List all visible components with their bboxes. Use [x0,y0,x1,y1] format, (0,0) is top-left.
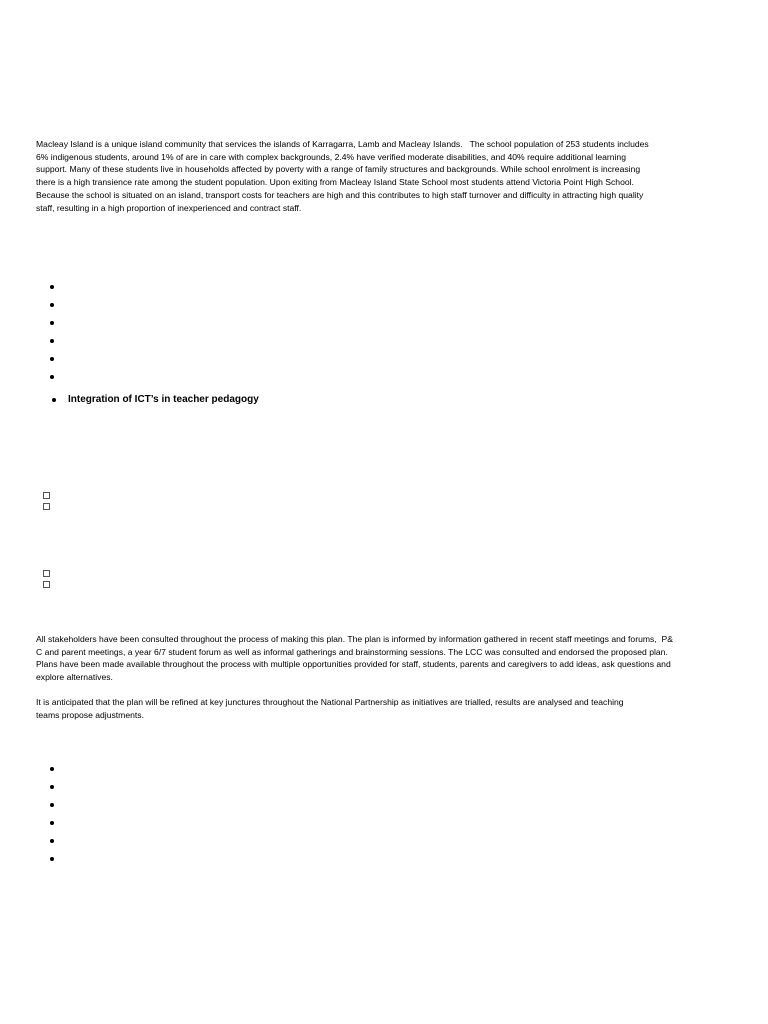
bullet-icon [50,375,54,379]
bullet-icon [50,303,54,307]
checkbox-icon [43,581,50,588]
bullet-icon [50,767,54,771]
bullet-icon [50,339,54,343]
bullet-icon [50,321,54,325]
checkbox-icon [43,492,50,499]
consultation-paragraph: All stakeholders have been consulted throughout the process of making this plan. The plan is informed by information gathered in recent staff meetings and forums, P& C and parent meetings, a year 6/7 student forum as well as informal gatherings and brainstorming sessions. The LCC was consulted and endorsed the proposed plan. Plans have been made available throughout the process with multiple opportunities provided for staff, students, parents and caregivers to add ideas, ask questions and explore alternatives. [36,634,673,683]
intro-paragraph: Macleay Island is a unique island community that services the islands of Karragarra, Lamb and Macleay Islands. The school population of 253 students includes 6% indigenous students, around 1% of are in care with complex backgrounds, 2.4% have verified moderate disabilities, and 40% require additional learning support. Many of these students live in households affected by poverty with a range of family structures and backgrounds. While school enrolment is increasing there is a high transience rate among the student population. Upon exiting from Macleay Island State School most students attend Victoria Point High School. Because the school is situated on an island, transport costs for teachers are high and this contributes to high staff turnover and difficulty in attracting high quality staff, resulting in a high proportion of inexperienced and contract staff. [36,139,649,213]
bullet-icon [50,357,54,361]
bullet-icon [52,398,56,402]
checkbox-icon [43,570,50,577]
bullet-icon [50,839,54,843]
bullet-icon [50,785,54,789]
bullet-icon [50,821,54,825]
bullet-icon [50,285,54,289]
checkbox-icon [43,503,50,510]
bullet-icon [50,803,54,807]
bullet-icon [50,857,54,861]
refinement-paragraph: It is anticipated that the plan will be refined at key junctures throughout the National Partnership as initiatives are trialled, results are analysed and teaching teams propose adjustments. [36,697,624,720]
